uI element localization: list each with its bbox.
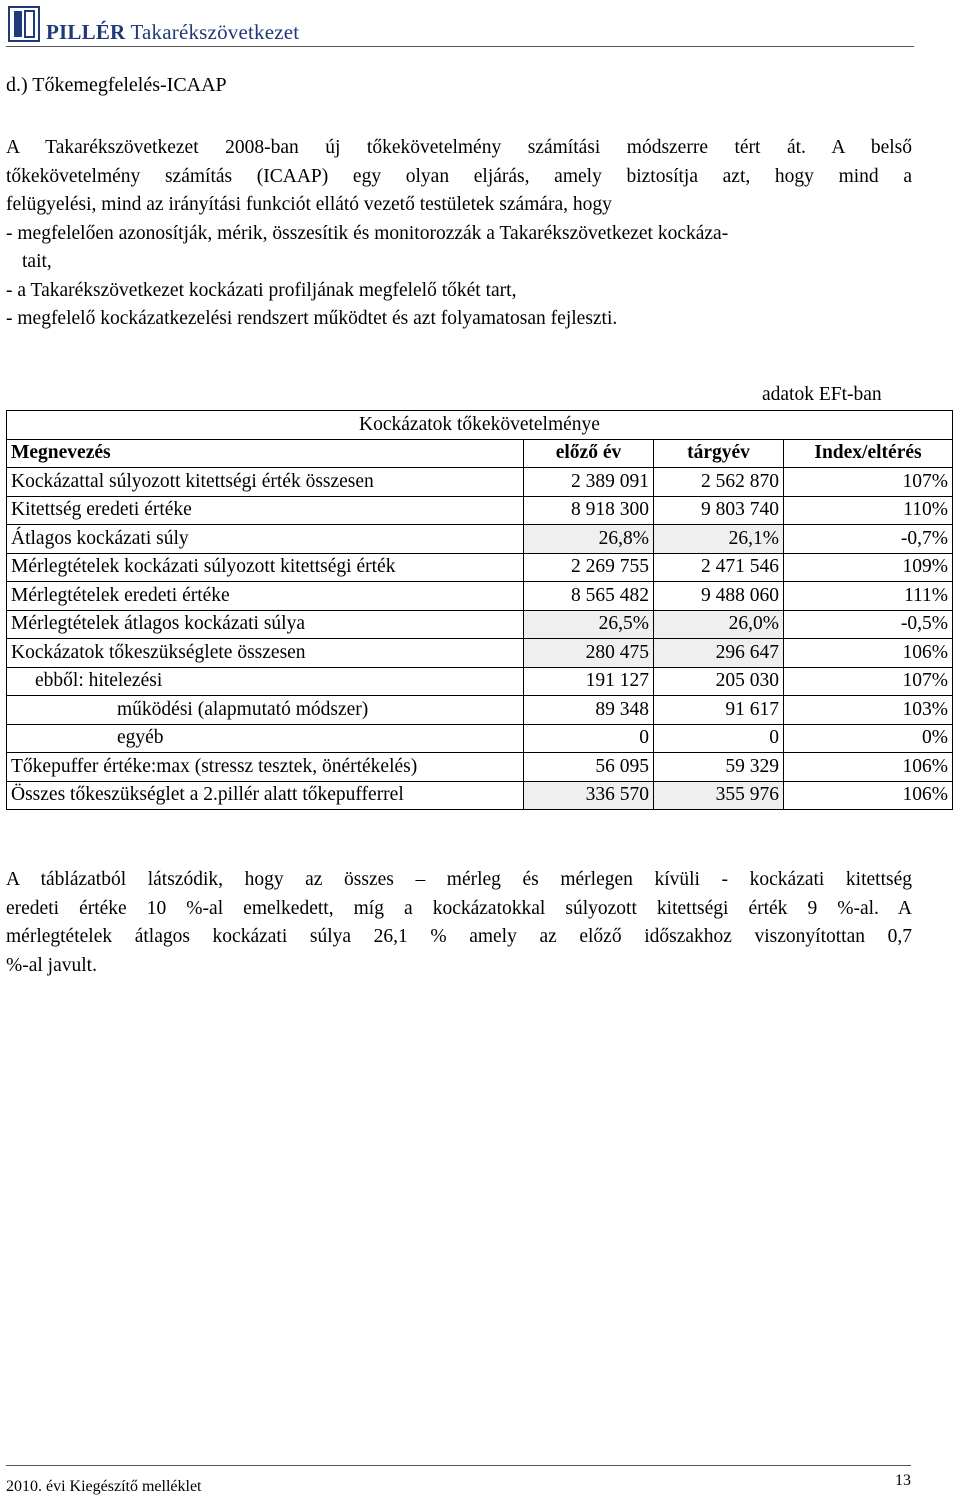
table-header-row xyxy=(7,439,953,468)
intro-line: tőkekövetelmény számítás (ICAAP) egy olyan eljárás, amely biztosítja azt, hogy mind a xyxy=(6,165,912,187)
curr-value: 0 xyxy=(654,724,784,753)
header-current-year: tárgyév xyxy=(654,439,784,468)
pillar-logo-icon xyxy=(8,6,40,42)
prev-value: 191 127 xyxy=(524,667,654,696)
row-label: egyéb xyxy=(7,724,524,753)
index-value: 110% xyxy=(784,496,953,525)
prev-value: 2 389 091 xyxy=(524,468,654,497)
prev-value: 89 348 xyxy=(524,696,654,725)
prev-value: 336 570 xyxy=(524,781,654,810)
table-row xyxy=(7,753,953,782)
unit-note: adatok EFt-ban xyxy=(762,384,882,405)
index-value: 103% xyxy=(784,696,953,725)
table-title-row xyxy=(7,411,953,440)
curr-value: 355 976 xyxy=(654,781,784,810)
prev-value: 8 918 300 xyxy=(524,496,654,525)
table-row xyxy=(7,696,953,725)
prev-value: 26,8% xyxy=(524,525,654,554)
index-value: 109% xyxy=(784,553,953,582)
footer-title: 2010. évi Kiegészítő melléklet xyxy=(6,1478,202,1495)
row-label: Mérlegtételek átlagos kockázati súlya xyxy=(7,610,524,639)
prev-value: 26,5% xyxy=(524,610,654,639)
prev-value: 280 475 xyxy=(524,639,654,668)
row-label: működési (alapmutató módszer) xyxy=(7,696,524,725)
row-label: ebből: hitelezési xyxy=(7,667,524,696)
risk-capital-table xyxy=(6,410,953,810)
intro-paragraph xyxy=(6,134,912,334)
curr-value: 9 803 740 xyxy=(654,496,784,525)
curr-value: 26,1% xyxy=(654,525,784,554)
table-row xyxy=(7,468,953,497)
table-row xyxy=(7,610,953,639)
intro-line: felügyelési, mind az irányítási funkciót ellátó vezető testületek számára, hogy xyxy=(6,194,612,215)
section-title: d.) Tőkemegfelelés-ICAAP xyxy=(6,74,227,96)
curr-value: 59 329 xyxy=(654,753,784,782)
row-label: Átlagos kockázati súly xyxy=(7,525,524,554)
row-label: Összes tőkeszükséglet a 2.pillér alatt tőkepufferrel xyxy=(7,781,524,810)
intro-line: A Takarékszövetkezet 2008-ban új tőkekövetelmény számítási módszerre tért át. A belső xyxy=(6,137,912,158)
prev-value: 2 269 755 xyxy=(524,553,654,582)
row-label: Kitettség eredeti értéke xyxy=(7,496,524,525)
curr-value: 91 617 xyxy=(654,696,784,725)
table-row xyxy=(7,496,953,525)
index-value: 106% xyxy=(784,753,953,782)
page-footer xyxy=(6,1465,911,1498)
conclusion-line: mérlegtételek átlagos kockázati súlya 26,1 % amely az előző időszakhoz viszonyítottan 0,7 xyxy=(6,926,912,947)
conclusion-line: A táblázatból látszódik, hogy az összes – mérleg és mérlegen kívüli - kockázati kitettség xyxy=(6,869,912,890)
row-label: Kockázattal súlyozott kitettségi érték összesen xyxy=(7,468,524,497)
curr-value: 296 647 xyxy=(654,639,784,668)
page-header xyxy=(6,6,914,47)
curr-value: 2 471 546 xyxy=(654,553,784,582)
table-row xyxy=(7,582,953,611)
prev-value: 8 565 482 xyxy=(524,582,654,611)
brand-name xyxy=(46,20,299,45)
table-row xyxy=(7,781,953,810)
prev-value: 0 xyxy=(524,724,654,753)
table-row xyxy=(7,667,953,696)
row-label: Tőkepuffer értéke:max (stressz tesztek, önértékelés) xyxy=(7,753,524,782)
row-label: Mérlegtételek kockázati súlyozott kitettségi érték xyxy=(7,553,524,582)
index-value: 107% xyxy=(784,667,953,696)
conclusion-paragraph xyxy=(6,866,912,980)
intro-line: - a Takarékszövetkezet kockázati profiljának megfelelő tőkét tart, xyxy=(6,279,517,301)
conclusion-line: eredeti értéke 10 %-al emelkedett, míg a kockázatokkal súlyozott kitettségi érték 9 %-al. A xyxy=(6,897,912,919)
index-value: -0,5% xyxy=(784,610,953,639)
index-value: 106% xyxy=(784,781,953,810)
table-row xyxy=(7,724,953,753)
curr-value: 26,0% xyxy=(654,610,784,639)
table-row xyxy=(7,553,953,582)
header-prev-year: előző év xyxy=(524,439,654,468)
curr-value: 205 030 xyxy=(654,667,784,696)
header-index: Index/eltérés xyxy=(784,439,953,468)
index-value: 106% xyxy=(784,639,953,668)
row-label: Mérlegtételek eredeti értéke xyxy=(7,582,524,611)
brand-bold: PILLÉR xyxy=(46,20,126,44)
brand-rest: Takarékszövetkezet xyxy=(130,20,300,44)
intro-line: tait, xyxy=(22,251,52,272)
index-value: 0% xyxy=(784,724,953,753)
row-label: Kockázatok tőkeszükséglete összesen xyxy=(7,639,524,668)
index-value: 111% xyxy=(784,582,953,611)
conclusion-line: %-al javult. xyxy=(6,954,97,976)
table-row xyxy=(7,525,953,554)
curr-value: 2 562 870 xyxy=(654,468,784,497)
header-name: Megnevezés xyxy=(7,439,524,468)
table-row xyxy=(7,639,953,668)
intro-line: - megfelelő kockázatkezelési rendszert működtet és azt folyamatosan fejleszti. xyxy=(6,308,618,329)
curr-value: 9 488 060 xyxy=(654,582,784,611)
index-value: -0,7% xyxy=(784,525,953,554)
page-number: 13 xyxy=(895,1472,911,1489)
intro-line: - megfelelően azonosítják, mérik, összesítik és monitorozzák a Takarékszövetkezet kockáza- xyxy=(6,222,729,244)
table-title: Kockázatok tőkekövetelménye xyxy=(7,411,953,440)
prev-value: 56 095 xyxy=(524,753,654,782)
index-value: 107% xyxy=(784,468,953,497)
